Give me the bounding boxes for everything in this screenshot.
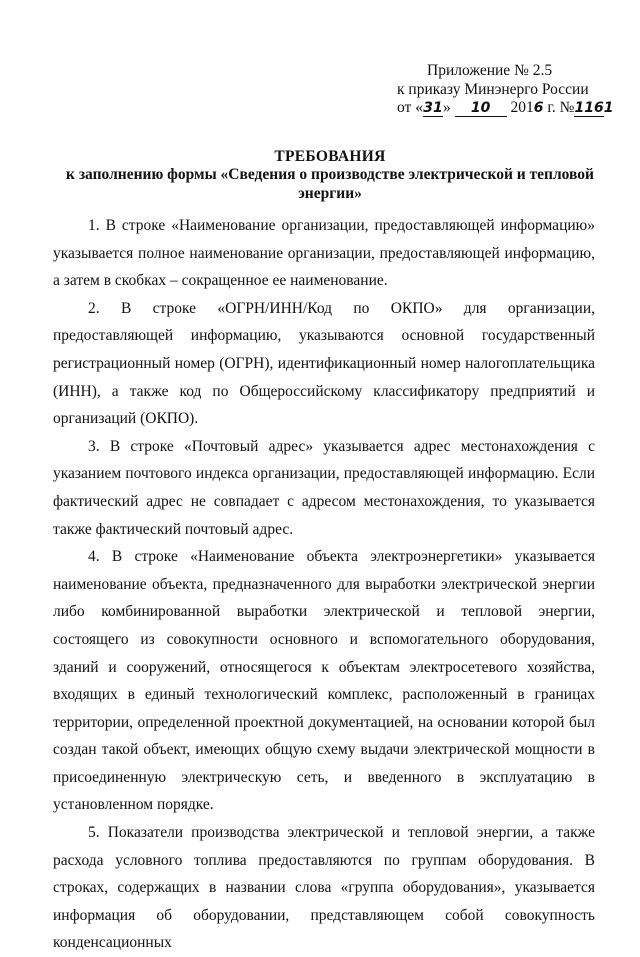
appendix-date-line — [397, 99, 614, 118]
date-prefix: от « — [397, 99, 423, 116]
date-day-handwritten: 31 — [423, 100, 443, 116]
date-year-digit-handwritten: 6 — [533, 100, 544, 116]
date-suffix: г. № — [543, 99, 575, 116]
date-mid: » — [442, 99, 455, 116]
paragraph-1: 1. В строке «Наименование организации, предоставляющей информацию» указывается полное наименование организации, предоставляющей информацию, а затем в скобках – сокращенное ее наименование. — [53, 217, 595, 290]
appendix-order-ref: к приказу Минэнерго России — [397, 80, 589, 98]
paragraph-4: 4. В строке «Наименование объекта электроэнергетики» указывается наименование объекта, предназначенного для выработки электрической энергии либо комбинированной выработки электрической и тепловой энергии, состоящего из совокупности основного и вспомогательного оборудования, зданий и сооружений, относящегося к объектам электросетевого хозяйства, входящих в единый технологический комплекс, расположенный в границах территории, определенной проектной документацией, на основании которой был создан такой объект, имеющих общую схему выдачи электрической мощности в присоединенную электрическую сеть, и введенного в эксплуатацию в установленном порядке. — [53, 548, 595, 814]
paragraph-5: 5. Показатели производства электрической и тепловой энергии, а также расхода условного топлива предоставляются по группам оборудования. В строках, содержащих в названии слова «группа оборудования», указывается информация об оборудовании, представляющем собой совокупность конденсационных — [53, 824, 595, 952]
appendix-header — [397, 62, 614, 118]
date-month-handwritten: 10 — [455, 101, 507, 117]
paragraph-2: 2. В строке «ОГРН/ИНН/Код по ОКПО» для организации, предоставляющей информацию, указываются основной государственный регистрационный номер (ОГРН), идентификационный номер налогоплательщика (ИНН), а также код по Общероссийскому классификатору предприятий и организаций (ОКПО). — [53, 299, 595, 428]
date-year-prefix: 201 — [506, 99, 534, 116]
paragraph-3: 3. В строке «Почтовый адрес» указывается адрес местонахождения с указанием почтового индекса организации, предоставляющей информацию. Если фактический адрес не совпадает с адресом местонахождения, то указывается также фактический почтовый адрес. — [53, 437, 595, 538]
document-title: ТРЕБОВАНИЯ — [274, 148, 386, 165]
appendix-number: Приложение № 2.5 — [427, 62, 553, 79]
document-body — [53, 212, 595, 957]
document-subtitle: к заполнению формы «Сведения о производстве электрической и тепловой энергии» — [66, 166, 594, 202]
order-number-handwritten: 1161 — [574, 100, 614, 116]
